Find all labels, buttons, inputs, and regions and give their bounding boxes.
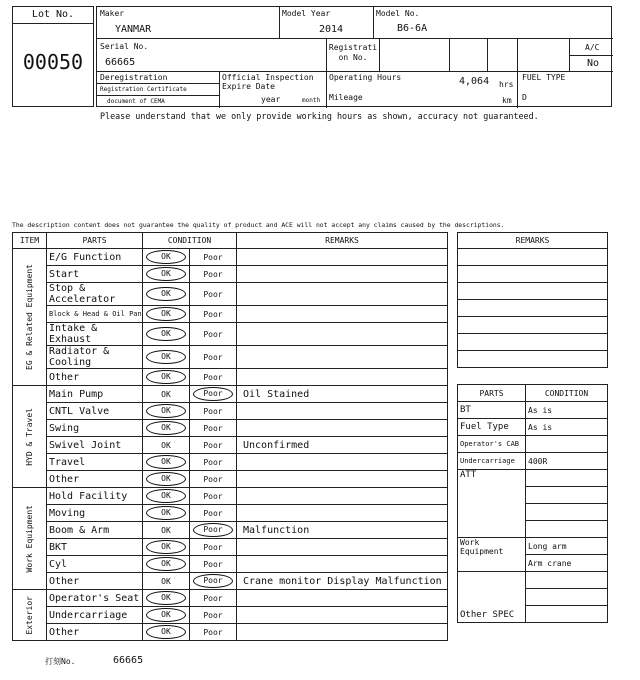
part-name: Intake & Exhaust <box>47 323 143 346</box>
hours-notice: Please understand that we only provide working hours as shown, accuracy not guaranteed. <box>100 111 539 121</box>
remark <box>237 556 448 573</box>
ok-cell <box>143 346 190 369</box>
poor-mark: Poor <box>203 352 223 362</box>
footer-label: 打刻No. <box>45 657 76 666</box>
part-name: Radiator & Cooling <box>47 346 143 369</box>
group-label <box>13 386 47 488</box>
work-equipment-value: Long arm <box>526 538 608 555</box>
ok-mark: OK <box>146 250 186 264</box>
poor-mark: Poor <box>203 559 223 569</box>
right-remarks-table <box>457 232 608 368</box>
poor-mark: Poor <box>203 508 223 518</box>
remark <box>237 323 448 346</box>
dereg-label: Deregistration <box>100 73 168 82</box>
att-value <box>526 487 608 504</box>
poor-cell <box>190 346 237 369</box>
part-name: Hold Facility <box>47 488 143 505</box>
other-spec-value <box>526 572 608 589</box>
poor-cell <box>190 403 237 420</box>
poor-cell <box>190 590 237 607</box>
remark: Unconfirmed <box>237 437 448 454</box>
poor-mark: Poor <box>203 423 223 433</box>
work-equipment-label: Work Equipment <box>458 538 526 572</box>
ok-mark: OK <box>146 307 186 321</box>
ok-cell <box>143 471 190 488</box>
table-row <box>13 471 448 488</box>
table-row <box>13 505 448 522</box>
poor-cell <box>190 522 237 539</box>
group-label-text: Exterior <box>25 595 34 635</box>
operating-hours-value: 4,064 <box>459 76 490 87</box>
remark <box>237 505 448 522</box>
table-row <box>13 323 448 346</box>
part-name: Operator's Seat <box>47 590 143 607</box>
part-name: Other <box>47 369 143 386</box>
right-remarks-row <box>458 334 608 351</box>
ok-mark: OK <box>146 267 186 281</box>
remark <box>237 306 448 323</box>
ok-mark: OK <box>146 404 186 418</box>
ok-cell <box>143 403 190 420</box>
poor-cell <box>190 624 237 641</box>
part-name: E/G Function <box>47 249 143 266</box>
table-row <box>13 386 448 403</box>
poor-cell <box>190 488 237 505</box>
work-equipment-row <box>458 538 608 555</box>
table-row <box>13 437 448 454</box>
right-remarks-row <box>458 317 608 334</box>
remark <box>237 607 448 624</box>
spec-condition-header: CONDITION <box>526 385 608 402</box>
other-spec-label: Other SPEC <box>458 572 526 623</box>
ac-value: No <box>587 58 600 69</box>
att-value <box>526 504 608 521</box>
table-row <box>13 306 448 323</box>
remark <box>237 346 448 369</box>
poor-mark: Poor <box>203 474 223 484</box>
ok-mark: OK <box>146 506 186 520</box>
spec-part: BT <box>458 402 526 419</box>
group-label-text: Work Equipment <box>25 504 34 573</box>
ok-mark: OK <box>146 350 186 364</box>
spec-row <box>458 402 608 419</box>
spec-condition: As is <box>526 419 608 436</box>
group-label-text: EG & Related Equipment <box>25 264 34 370</box>
poor-cell <box>190 369 237 386</box>
model-no-label: Model No. <box>376 9 420 18</box>
part-name: Cyl <box>47 556 143 573</box>
ok-mark: OK <box>146 489 186 503</box>
cema-label: document of CEMA <box>107 98 165 105</box>
serial-value: 66665 <box>105 57 136 68</box>
poor-mark: Poor <box>203 372 223 382</box>
table-row <box>13 369 448 386</box>
remark: Crane monitor Display Malfunction <box>237 573 448 590</box>
ok-cell <box>143 323 190 346</box>
poor-mark: Poor <box>193 523 233 537</box>
att-value <box>526 521 608 538</box>
maker-label: Maker <box>100 9 125 18</box>
table-row <box>13 624 448 641</box>
table-row <box>13 573 448 590</box>
poor-mark: Poor <box>193 574 233 588</box>
ok-cell <box>143 420 190 437</box>
att-row <box>458 470 608 487</box>
poor-mark: Poor <box>203 289 223 299</box>
ok-cell <box>143 266 190 283</box>
ok-cell <box>143 522 190 539</box>
ac-label: A/C <box>585 43 600 52</box>
part-name: Main Pump <box>47 386 143 403</box>
condition-header: CONDITION <box>143 233 237 249</box>
poor-mark: Poor <box>203 627 223 637</box>
poor-cell <box>190 420 237 437</box>
poor-cell <box>190 539 237 556</box>
work-equipment-value: Arm crane <box>526 555 608 572</box>
poor-cell <box>190 283 237 306</box>
table-row <box>13 539 448 556</box>
remark <box>237 283 448 306</box>
right-remarks-row <box>458 300 608 317</box>
ok-mark: OK <box>146 370 186 384</box>
ok-cell <box>143 505 190 522</box>
poor-cell <box>190 437 237 454</box>
table-row <box>13 522 448 539</box>
poor-cell <box>190 573 237 590</box>
mileage-label: Mileage <box>329 93 363 102</box>
poor-mark: Poor <box>203 542 223 552</box>
remark <box>237 420 448 437</box>
table-row <box>13 420 448 437</box>
operating-hours-label: Operating Hours <box>329 73 402 82</box>
poor-mark: Poor <box>203 269 223 279</box>
remark <box>237 266 448 283</box>
info-grid <box>96 6 612 107</box>
ok-cell <box>143 488 190 505</box>
right-remarks-row <box>458 351 608 368</box>
spec-part: Fuel Type <box>458 419 526 436</box>
remark: Oil Stained <box>237 386 448 403</box>
ok-cell <box>143 249 190 266</box>
spec-row <box>458 419 608 436</box>
ok-cell <box>143 624 190 641</box>
condition-table <box>12 232 448 641</box>
ok-mark: OK <box>146 327 186 341</box>
part-name: Boom & Arm <box>47 522 143 539</box>
part-name: Swivel Joint <box>47 437 143 454</box>
remark <box>237 249 448 266</box>
model-year-value: 2014 <box>319 24 344 35</box>
footer-value: 66665 <box>113 655 144 666</box>
ok-mark: OK <box>146 608 186 622</box>
ok-mark: OK <box>161 525 171 535</box>
ok-mark: OK <box>161 576 171 586</box>
fuel-type-label: FUEL TYPE <box>522 73 566 82</box>
remark <box>237 471 448 488</box>
part-name: Swing <box>47 420 143 437</box>
poor-mark: Poor <box>203 406 223 416</box>
other-spec-value <box>526 589 608 606</box>
att-value <box>526 470 608 487</box>
ok-cell <box>143 539 190 556</box>
poor-mark: Poor <box>203 593 223 603</box>
part-name: Other <box>47 573 143 590</box>
spec-row <box>458 436 608 453</box>
serial-label: Serial No. <box>100 42 149 51</box>
ok-cell <box>143 369 190 386</box>
part-name: Travel <box>47 454 143 471</box>
part-name: Other <box>47 471 143 488</box>
poor-mark: Poor <box>203 491 223 501</box>
fuel-type-value: D <box>522 93 527 102</box>
part-name: BKT <box>47 539 143 556</box>
poor-cell <box>190 249 237 266</box>
poor-cell <box>190 266 237 283</box>
att-label: ATT <box>458 470 526 538</box>
right-remarks-row <box>458 249 608 266</box>
model-year-label: Model Year <box>282 9 331 18</box>
spec-parts-header: PARTS <box>458 385 526 402</box>
ok-mark: OK <box>146 472 186 486</box>
table-row <box>13 556 448 573</box>
poor-cell <box>190 471 237 488</box>
part-name: CNTL Valve <box>47 403 143 420</box>
ok-cell <box>143 437 190 454</box>
model-no-value: B6-6A <box>397 23 428 34</box>
group-label <box>13 590 47 641</box>
spec-part: Operator's CAB <box>458 436 526 453</box>
ok-mark: OK <box>146 625 186 639</box>
table-row <box>13 590 448 607</box>
other-spec-value <box>526 606 608 623</box>
table-row <box>13 346 448 369</box>
poor-mark: Poor <box>203 610 223 620</box>
year-label: year <box>261 95 281 104</box>
registration-label: Registrati on No. <box>328 43 378 62</box>
group-label <box>13 488 47 590</box>
poor-cell <box>190 323 237 346</box>
ok-mark: OK <box>161 440 171 450</box>
right-remarks-row <box>458 283 608 300</box>
remark <box>237 539 448 556</box>
table-row <box>13 454 448 471</box>
right-remarks-header: REMARKS <box>458 233 608 249</box>
remark <box>237 624 448 641</box>
remark <box>237 403 448 420</box>
poor-cell <box>190 505 237 522</box>
official-inspection-label: Official Inspection Expire Date <box>222 73 314 91</box>
part-name: Start <box>47 266 143 283</box>
month-label: month <box>302 97 321 104</box>
spec-row <box>458 453 608 470</box>
part-name: Block & Head & Oil Pan <box>47 306 143 323</box>
poor-cell <box>190 386 237 403</box>
ok-cell <box>143 283 190 306</box>
table-row <box>13 266 448 283</box>
poor-mark: Poor <box>203 440 223 450</box>
poor-cell <box>190 607 237 624</box>
remark <box>237 488 448 505</box>
remark: Malfunction <box>237 522 448 539</box>
maker-value: YANMAR <box>115 24 152 35</box>
table-row <box>13 488 448 505</box>
parts-header: PARTS <box>47 233 143 249</box>
poor-mark: Poor <box>193 387 233 401</box>
part-name: Other <box>47 624 143 641</box>
spec-part: Undercarriage <box>458 453 526 470</box>
ok-mark: OK <box>146 557 186 571</box>
part-name: Moving <box>47 505 143 522</box>
disclaimer: The description content does not guarantee the quality of product and ACE will not accept any claims caused by the descriptions. <box>12 221 505 229</box>
ok-cell <box>143 573 190 590</box>
km-label: km <box>502 96 512 105</box>
spec-table <box>457 384 608 623</box>
remark <box>237 590 448 607</box>
ok-cell <box>143 556 190 573</box>
ok-cell <box>143 607 190 624</box>
poor-cell <box>190 556 237 573</box>
reg-cert-label: Registration Certificate <box>100 86 187 93</box>
ok-mark: OK <box>146 287 186 301</box>
group-label-text: HYD & Travel <box>25 407 34 466</box>
poor-mark: Poor <box>203 329 223 339</box>
ok-mark: OK <box>146 591 186 605</box>
table-row <box>13 249 448 266</box>
other-spec-row <box>458 572 608 589</box>
poor-mark: Poor <box>203 457 223 467</box>
table-row <box>13 607 448 624</box>
lot-box <box>12 6 94 107</box>
lot-label: Lot No. <box>13 7 93 24</box>
remark <box>237 454 448 471</box>
ok-mark: OK <box>146 455 186 469</box>
remarks-header: REMARKS <box>237 233 448 249</box>
ok-cell <box>143 306 190 323</box>
poor-cell <box>190 454 237 471</box>
ok-mark: OK <box>146 540 186 554</box>
table-row <box>13 403 448 420</box>
ok-cell <box>143 454 190 471</box>
group-label <box>13 249 47 386</box>
right-remarks-row <box>458 266 608 283</box>
item-header: ITEM <box>13 233 47 249</box>
remark <box>237 369 448 386</box>
table-row <box>13 283 448 306</box>
lot-number: 00050 <box>22 50 84 74</box>
poor-mark: Poor <box>203 252 223 262</box>
ok-mark: OK <box>161 389 171 399</box>
ok-cell <box>143 386 190 403</box>
part-name: Undercarriage <box>47 607 143 624</box>
hrs-label: hrs <box>499 80 514 89</box>
spec-condition: 400R <box>526 453 608 470</box>
ok-cell <box>143 590 190 607</box>
ok-mark: OK <box>146 421 186 435</box>
spec-condition: As is <box>526 402 608 419</box>
part-name: Stop & Accelerator <box>47 283 143 306</box>
spec-condition <box>526 436 608 453</box>
poor-cell <box>190 306 237 323</box>
poor-mark: Poor <box>203 309 223 319</box>
